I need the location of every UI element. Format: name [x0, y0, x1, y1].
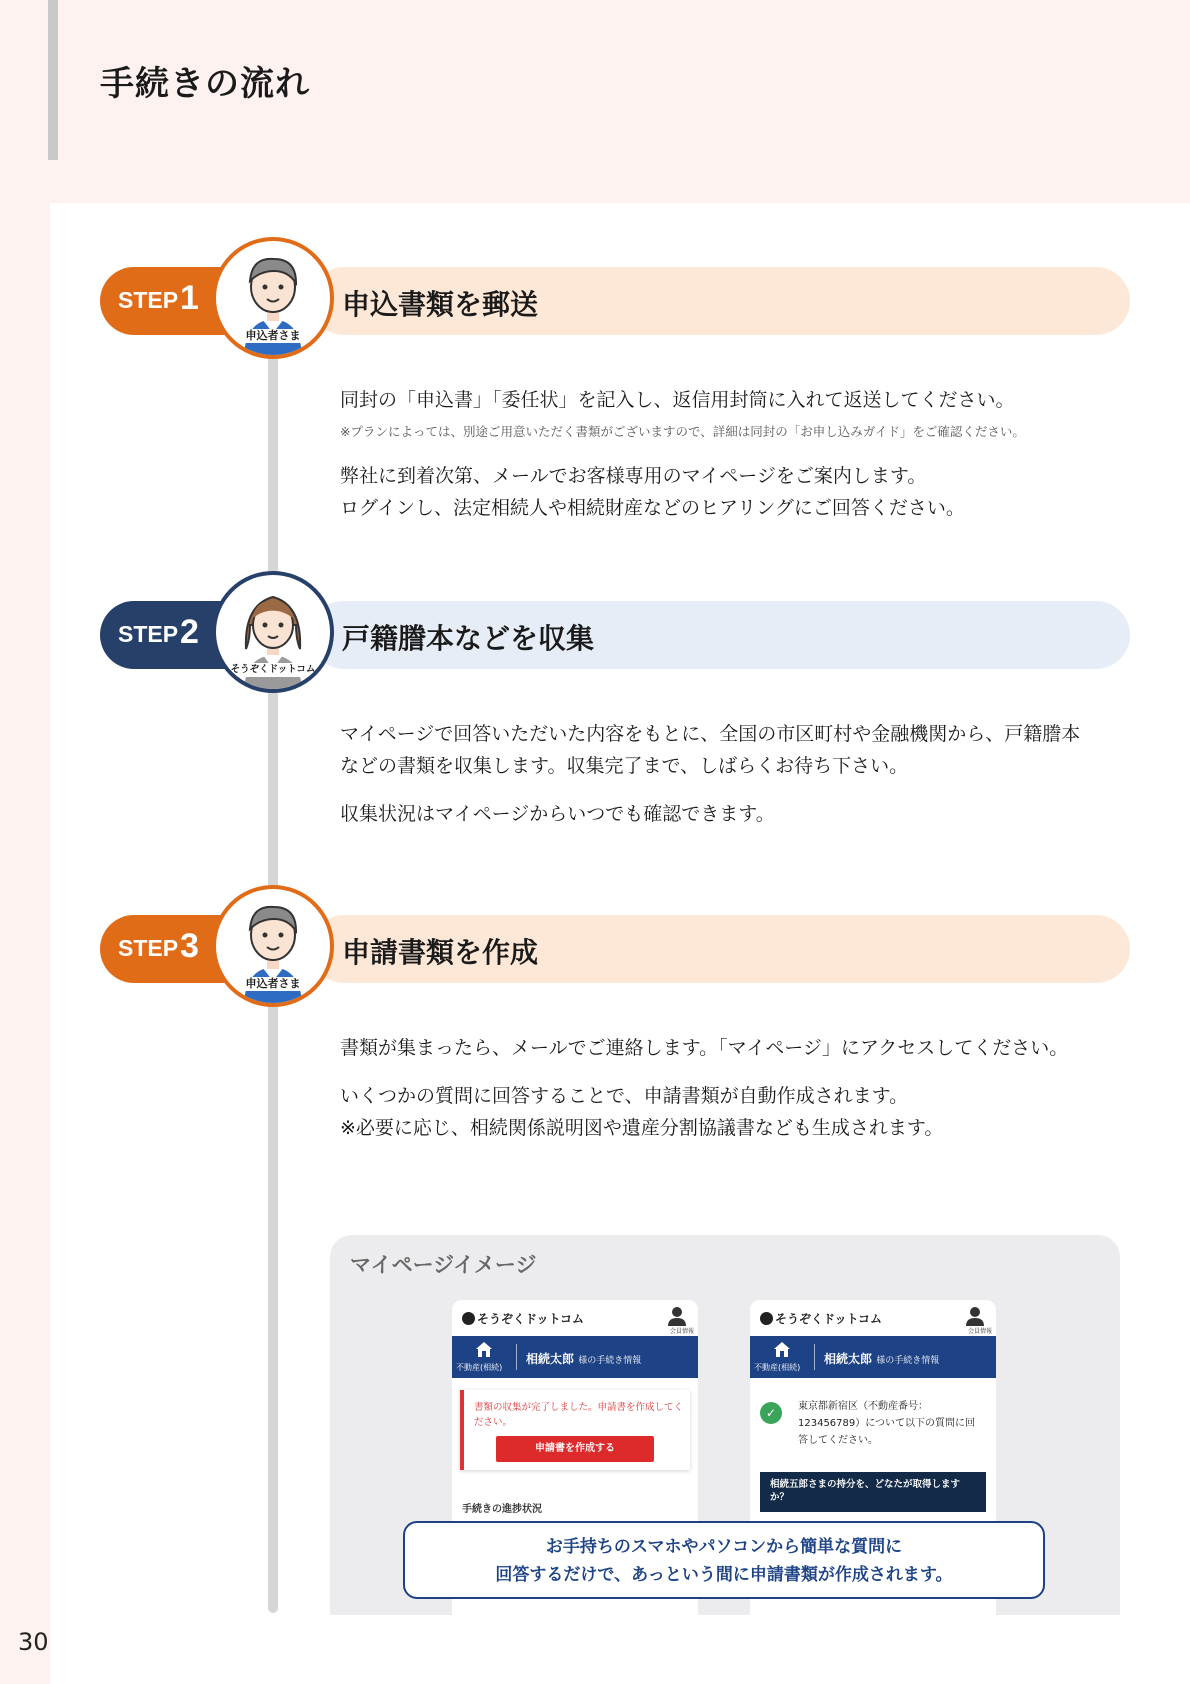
mypage-callout: [403, 1521, 1045, 1599]
step-2-title: 戸籍謄本などを収集: [342, 622, 595, 655]
site-logo-text: そうぞくドットコム: [775, 1312, 883, 1326]
step-1-avatar-label: 申込者さま: [216, 329, 330, 343]
step-1-word: STEP: [118, 287, 179, 313]
progress-label: 手続きの進捗状況: [462, 1504, 542, 1515]
step-2-text-3: 収集状況はマイページからいつでも確認できます。: [340, 803, 775, 825]
step-1-text-2: 弊社に到着次第、メールでお客様専用のマイページをご案内します。: [340, 465, 927, 487]
step-1-header: [100, 267, 1130, 342]
site-logo-text: そうぞくドットコム: [477, 1312, 585, 1326]
nav-name-text: 相続太郎: [824, 1352, 873, 1366]
site-logo: [462, 1310, 584, 1327]
step-3-avatar-label: 申込者さま: [216, 977, 330, 991]
header-accent-bar: [48, 0, 58, 160]
step-1-text-1: 同封の「申込書」「委任状」を記入し、返信用封筒に入れて返送してください。: [340, 389, 1015, 411]
phone-header: [750, 1300, 996, 1336]
nav-user-name: [824, 1350, 939, 1367]
house-icon: [474, 1340, 494, 1358]
nav-suffix-text: 様の手続き情報: [876, 1356, 940, 1366]
logo-mark-icon: [760, 1312, 773, 1325]
step-2-avatar: [212, 571, 334, 693]
page-title: 手続きの流れ: [100, 64, 310, 104]
step-3-text-1: 書類が集まったら、メールでご連絡します。「マイページ」にアクセスしてください。: [340, 1037, 1069, 1059]
procedure-nav: [452, 1336, 698, 1378]
step-2-header: [100, 601, 1130, 675]
page-number: 30: [18, 1628, 49, 1656]
site-logo: [760, 1310, 882, 1327]
house-icon: [772, 1340, 792, 1358]
nav-category: 不動産(相続): [754, 1363, 801, 1372]
step-1-title: 申込書類を郵送: [342, 288, 539, 321]
step-3-text-3: ※必要に応じ、相続関係説明図や遺産分割協議書なども生成されます。: [340, 1117, 944, 1139]
member-info-label: 会員情報: [967, 1328, 992, 1335]
step-1-avatar: [212, 237, 334, 359]
nav-suffix-text: 様の手続き情報: [578, 1356, 642, 1366]
step-3-title: 申請書類を作成: [342, 936, 539, 969]
step-2-text-1: マイページで回答いただいた内容をもとに、全国の市区町村や金融機関から、戸籍謄本: [340, 723, 1081, 745]
step-3-header: [100, 915, 1130, 990]
step-2-word: STEP: [118, 621, 179, 647]
nav-user-name: [526, 1350, 641, 1367]
step-2-text-2: などの書類を収集します。収集完了まで、しばらくお待ち下さい。: [340, 755, 909, 777]
nav-name-text: 相続太郎: [526, 1352, 575, 1366]
procedure-nav: [750, 1336, 996, 1378]
logo-mark-icon: [462, 1312, 475, 1325]
question-prompt: 東京都新宿区（不動産番号：123456789）について以下の質問に回答してください。: [798, 1401, 976, 1446]
question-card[interactable]: 相続五郎さまの持分を、どなたが取得しますか？: [760, 1472, 986, 1512]
step-2-number: 2: [180, 613, 199, 651]
step-3-number: 3: [180, 927, 199, 965]
completion-alert: [460, 1390, 690, 1470]
phone-header: [452, 1300, 698, 1336]
step-1-number: 1: [180, 279, 199, 317]
nav-divider: [516, 1344, 517, 1370]
member-info-label: 会員情報: [669, 1328, 694, 1335]
nav-category: 不動産(相続): [456, 1363, 503, 1372]
step-3-word: STEP: [118, 935, 179, 961]
alert-message: 書類の収集が完了しました。申請書を作成してください。: [474, 1402, 684, 1428]
step-1-text-3: ログインし、法定相続人や相続財産などのヒアリングにご回答ください。: [340, 497, 965, 519]
step-2-avatar-label: そうぞくドットコム: [216, 663, 330, 677]
create-application-button[interactable]: 申請書を作成する: [496, 1436, 654, 1462]
callout-line-1: お手持ちのスマホやパソコンから簡単な質問に: [545, 1537, 903, 1557]
mypage-title: マイページイメージ: [350, 1253, 537, 1277]
step-3-text-2: いくつかの質問に回答することで、申請書類が自動作成されます。: [340, 1085, 909, 1107]
check-icon: ✓: [760, 1402, 782, 1424]
step-3-avatar: [212, 885, 334, 1007]
nav-divider: [814, 1344, 815, 1370]
step-1-note: ※プランによっては、別途ご用意いただく書類がございますので、詳細は同封の「お申し込みガイド」をご確認ください。: [340, 424, 1025, 439]
callout-line-2: 回答するだけで、あっという間に申請書類が作成されます。: [495, 1565, 953, 1585]
